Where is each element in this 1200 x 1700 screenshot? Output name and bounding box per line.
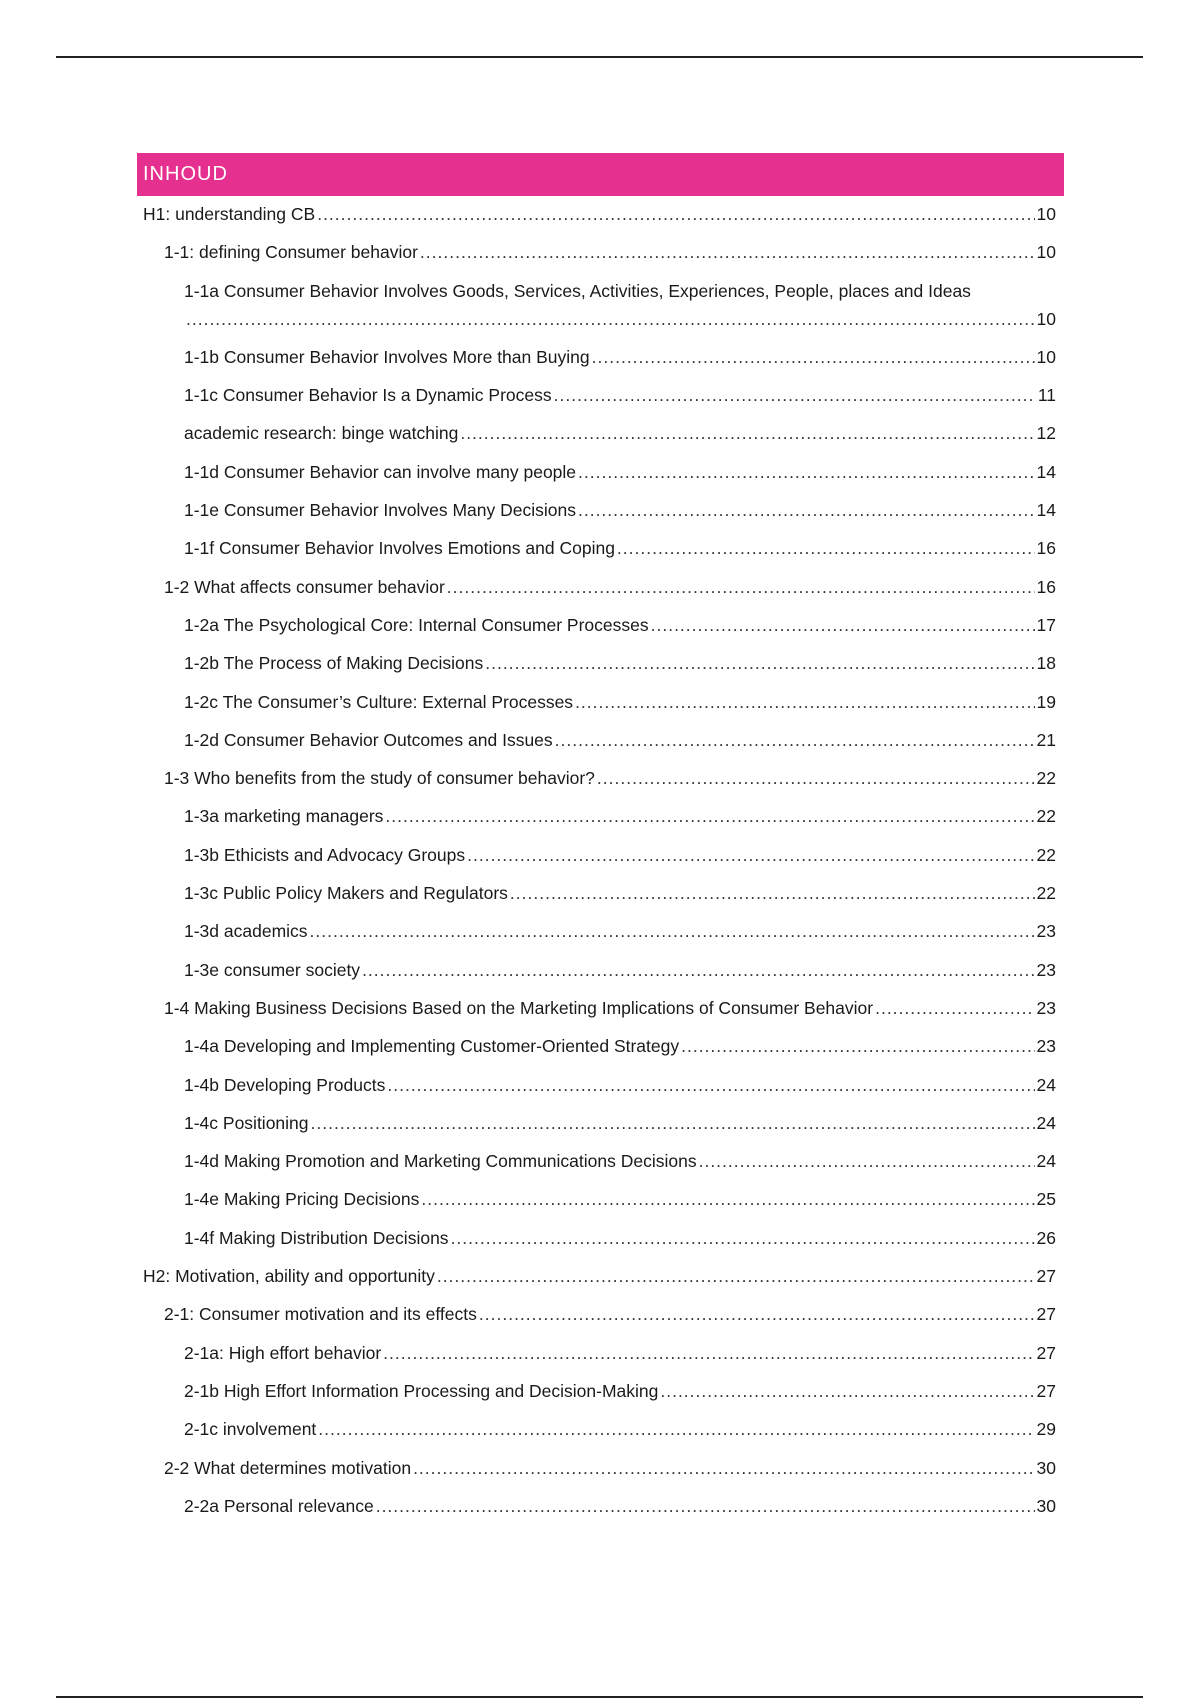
toc-entry-page: 26	[1036, 1227, 1056, 1248]
toc-entry-page: 24	[1036, 1074, 1056, 1095]
toc-entry-page: 14	[1036, 500, 1056, 521]
dot-leader	[479, 1303, 1035, 1325]
toc-entry-page: 11	[1037, 385, 1056, 406]
toc-entry-title: 1-1: defining Consumer behavior	[164, 242, 418, 263]
toc-entry-title: 1-1b Consumer Behavior Involves More than Buying	[184, 346, 590, 367]
toc-entry-page: 23	[1036, 1036, 1056, 1057]
dot-leader	[310, 920, 1035, 942]
toc-entry-title: 1-1e Consumer Behavior Involves Many Decisions	[184, 500, 576, 521]
toc-entry-title: 1-4e Making Pricing Decisions	[184, 1189, 420, 1210]
toc-entry-title: 1-4 Making Business Decisions Based on the Marketing Implications of Consumer Behavior	[164, 997, 874, 1018]
toc-entry-title: H1: understanding CB	[143, 204, 316, 224]
toc-entry[interactable]	[137, 1227, 1064, 1249]
toc-entry-title: 1-2d Consumer Behavior Outcomes and Issues	[184, 729, 553, 750]
toc-entry-page: 10	[1036, 308, 1056, 329]
dot-leader	[578, 461, 1035, 483]
dot-leader	[651, 614, 1035, 636]
toc-entry[interactable]	[137, 1035, 1064, 1057]
toc-entry-page: 23	[1036, 997, 1056, 1018]
toc-entry-page: 10	[1036, 346, 1056, 367]
dot-leader	[510, 882, 1035, 904]
toc-entry-title: 1-4d Making Promotion and Marketing Communications Decisions	[184, 1151, 697, 1172]
toc-entry[interactable]	[137, 920, 1064, 942]
toc-entry[interactable]	[137, 241, 1064, 263]
dot-leader	[592, 346, 1035, 368]
toc-entry-page: 27	[1036, 1342, 1056, 1363]
toc-entry-page: 27	[1036, 1380, 1056, 1401]
toc-entry-title: 1-3 Who benefits from the study of consumer behavior?	[164, 768, 595, 789]
dot-leader	[467, 844, 1034, 866]
toc-entry-title: 2-1c involvement	[184, 1419, 317, 1440]
toc-entry-page: 23	[1036, 921, 1056, 942]
toc-entry-page: 29	[1036, 1419, 1056, 1440]
dot-leader	[699, 1150, 1035, 1172]
toc-entry-title: 1-4b Developing Products	[184, 1074, 386, 1095]
toc-entry[interactable]	[137, 1150, 1064, 1172]
toc-entry-title: 1-1c Consumer Behavior Is a Dynamic Process	[184, 385, 552, 406]
toc-entry-title: 1-2 What affects consumer behavior	[164, 576, 445, 597]
dot-leader	[420, 241, 1035, 263]
toc-entry[interactable]	[137, 1188, 1064, 1210]
toc-entry-page: 14	[1036, 461, 1056, 482]
toc-entry-title: 2-1a: High effort behavior	[184, 1342, 382, 1363]
toc-entry-page: 27	[1036, 1266, 1056, 1287]
toc-entry[interactable]	[137, 652, 1064, 674]
toc-entries	[137, 203, 1064, 1517]
toc-entry-title: 1-4a Developing and Implementing Customer-Oriented Strategy	[184, 1036, 680, 1057]
toc-entry[interactable]	[137, 844, 1064, 866]
toc-entry-title: 1-2a The Psychological Core: Internal Consumer Processes	[184, 614, 649, 635]
table-of-contents	[137, 153, 1064, 1533]
dot-leader	[362, 959, 1034, 981]
toc-entry[interactable]	[137, 1265, 1064, 1287]
dot-leader	[681, 1035, 1034, 1057]
toc-entry-title: 1-3b Ethicists and Advocacy Groups	[184, 844, 466, 865]
toc-entry-page: 19	[1036, 691, 1056, 712]
toc-entry-title: 1-4f Making Distribution Decisions	[184, 1227, 449, 1248]
toc-entry[interactable]	[137, 691, 1064, 713]
toc-entry-title: 1-3d academics	[184, 921, 308, 942]
toc-entry-page: 10	[1036, 204, 1056, 224]
dot-leader	[318, 1418, 1034, 1440]
dot-leader	[578, 499, 1035, 521]
toc-entry-page: 16	[1036, 538, 1056, 559]
toc-entry-title: H2: Motivation, ability and opportunity	[143, 1266, 435, 1287]
toc-entry-page: 22	[1036, 883, 1056, 904]
toc-entry-title: 1-2b The Process of Making Decisions	[184, 653, 484, 674]
toc-entry-page: 30	[1036, 1457, 1056, 1478]
toc-entry-page: 25	[1036, 1189, 1056, 1210]
dot-leader	[413, 1457, 1034, 1479]
toc-entry[interactable]	[137, 280, 1064, 330]
toc-entry-title: 1-1d Consumer Behavior can involve many people	[184, 461, 577, 482]
toc-entry[interactable]	[137, 499, 1064, 521]
toc-entry-page: 23	[1036, 959, 1056, 980]
dot-leader	[554, 384, 1036, 406]
dot-leader	[575, 691, 1034, 713]
toc-entry-page: 22	[1036, 844, 1056, 865]
toc-entry[interactable]	[137, 537, 1064, 559]
dot-leader	[421, 1188, 1034, 1210]
toc-entry-title: academic research: binge watching	[184, 423, 459, 444]
toc-entry[interactable]	[137, 1418, 1064, 1440]
toc-entry[interactable]	[137, 1457, 1064, 1479]
toc-heading: INHOUD	[137, 153, 1064, 196]
toc-entry-title: 1-2c The Consumer’s Culture: External Processes	[184, 691, 574, 712]
toc-entry[interactable]	[137, 1303, 1064, 1325]
toc-entry[interactable]	[137, 729, 1064, 751]
toc-entry-page: 10	[1036, 242, 1056, 263]
toc-entry-title: 2-1b High Effort Information Processing and Decision-Making	[184, 1380, 659, 1401]
toc-entry[interactable]	[137, 346, 1064, 368]
dot-leader	[875, 997, 1034, 1019]
toc-entry-page: 22	[1036, 768, 1056, 789]
dot-leader	[660, 1380, 1034, 1402]
toc-entry[interactable]	[137, 576, 1064, 598]
toc-entry[interactable]	[137, 1380, 1064, 1402]
dot-leader	[555, 729, 1035, 751]
toc-entry-title: 2-2a Personal relevance	[184, 1495, 374, 1516]
dot-leader	[447, 576, 1035, 598]
toc-entry[interactable]	[137, 1495, 1064, 1517]
toc-entry-page: 17	[1036, 614, 1056, 635]
dot-leader	[385, 805, 1034, 827]
toc-entry[interactable]	[137, 384, 1064, 406]
toc-entry-page: 24	[1036, 1151, 1056, 1172]
dot-leader	[383, 1342, 1034, 1364]
toc-entry[interactable]	[137, 461, 1064, 483]
toc-entry[interactable]	[137, 767, 1064, 789]
dot-leader	[460, 422, 1034, 444]
toc-entry-page: 24	[1036, 1112, 1056, 1133]
toc-entry-title: 1-3e consumer society	[184, 959, 361, 980]
toc-entry-page: 12	[1036, 423, 1056, 444]
toc-entry[interactable]	[137, 203, 1064, 225]
dot-leader	[437, 1265, 1035, 1287]
dot-leader	[376, 1495, 1035, 1517]
toc-entry-page: 30	[1036, 1495, 1056, 1516]
dot-leader	[617, 537, 1035, 559]
toc-entry[interactable]	[137, 1112, 1064, 1134]
header-rule	[56, 56, 1143, 58]
toc-entry-page: 16	[1036, 576, 1056, 597]
dot-leader	[451, 1227, 1035, 1249]
dot-leader	[597, 767, 1035, 789]
toc-entry[interactable]	[137, 997, 1064, 1019]
dot-leader	[311, 1112, 1035, 1134]
dot-leader	[387, 1074, 1034, 1096]
toc-entry-title: 1-4c Positioning	[184, 1112, 309, 1133]
toc-entry[interactable]	[137, 805, 1064, 827]
toc-entry[interactable]	[137, 422, 1064, 444]
toc-entry-title: 1-1f Consumer Behavior Involves Emotions and Coping	[184, 538, 615, 559]
toc-entry-page: 21	[1036, 729, 1056, 750]
dot-leader	[186, 308, 1035, 330]
toc-entry-title: 1-1a Consumer Behavior Involves Goods, Services, Activities, Experiences, People, places and Ideas	[184, 280, 971, 301]
toc-entry[interactable]	[137, 959, 1064, 981]
toc-entry[interactable]	[137, 1074, 1064, 1096]
dot-leader	[317, 203, 1034, 225]
toc-entry-page: 22	[1036, 806, 1056, 827]
toc-entry[interactable]	[137, 614, 1064, 636]
toc-entry-title: 1-3c Public Policy Makers and Regulators	[184, 883, 508, 904]
toc-entry-page: 27	[1036, 1304, 1056, 1325]
footer-rule	[56, 1696, 1143, 1698]
toc-entry-title: 1-3a marketing managers	[184, 806, 384, 827]
toc-entry-page: 18	[1036, 653, 1056, 674]
toc-entry-title: 2-1: Consumer motivation and its effects	[164, 1304, 477, 1325]
toc-entry[interactable]	[137, 1342, 1064, 1364]
dot-leader	[485, 652, 1034, 674]
toc-entry[interactable]	[137, 882, 1064, 904]
toc-entry-title: 2-2 What determines motivation	[164, 1457, 412, 1478]
